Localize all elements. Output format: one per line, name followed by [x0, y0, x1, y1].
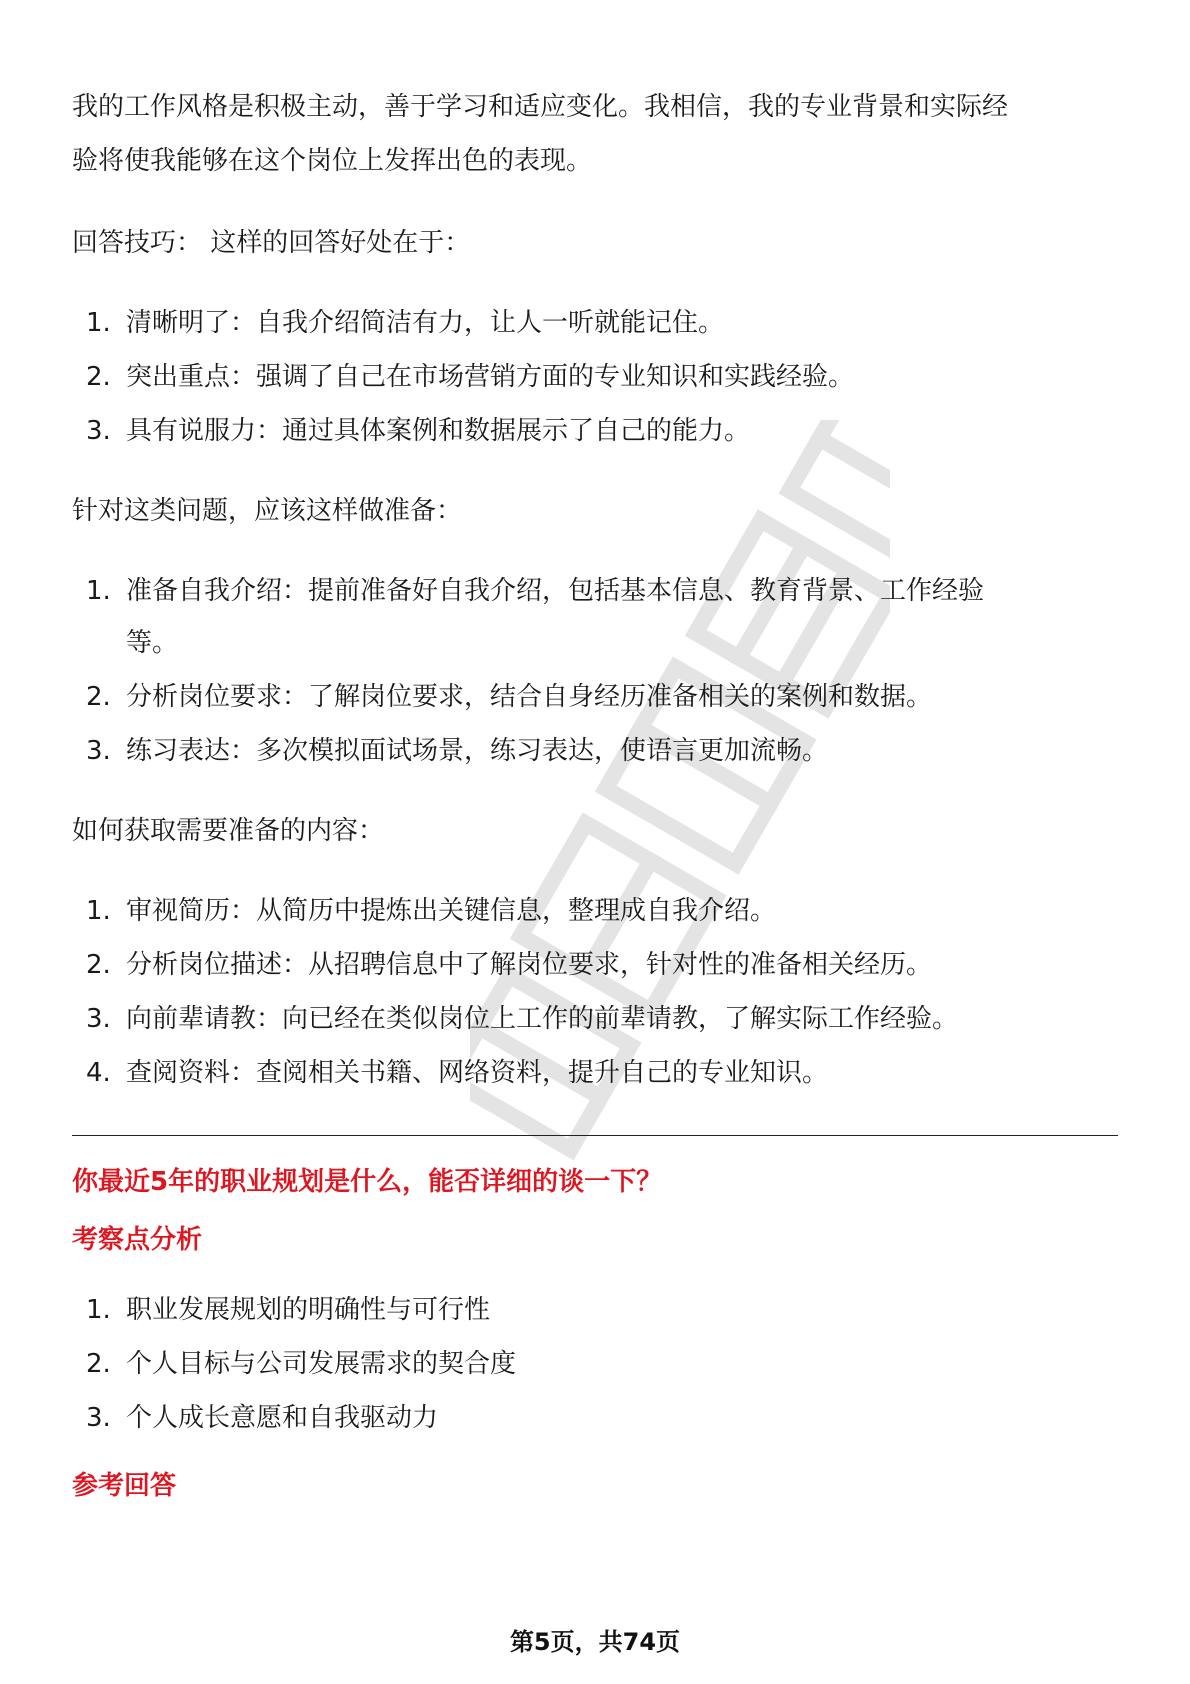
- answer-heading: 参考回答: [72, 1471, 177, 1501]
- question-title: 你最近5年的职业规划是什么，能否详细的谈一下？: [72, 1167, 663, 1197]
- list-number: 3.: [86, 416, 111, 446]
- list-text: 练习表达：多次模拟面试场景，练习表达，使语言更加流畅。: [126, 736, 829, 766]
- list-text: 查阅资料：查阅相关书籍、网络资料，提升自己的专业知识。: [126, 1058, 829, 1088]
- list-number: 3.: [86, 736, 111, 766]
- list-number: 4.: [86, 1058, 111, 1088]
- list-number: 2.: [86, 1349, 111, 1379]
- list-number: 1.: [86, 308, 111, 338]
- list-number: 2.: [86, 950, 111, 980]
- list-text: 准备自我介绍：提前准备好自我介绍，包括基本信息、教育背景、工作经验: [126, 576, 985, 606]
- intro-line-1: 我的工作风格是积极主动，善于学习和适应变化。我相信，我的专业背景和实际经: [72, 92, 1009, 122]
- list-text: 具有说服力：通过具体案例和数据展示了自己的能力。: [126, 416, 751, 446]
- list-number: 2.: [86, 682, 111, 712]
- list-text: 审视简历：从简历中提炼出关键信息，整理成自我介绍。: [126, 896, 777, 926]
- list-text: 个人目标与公司发展需求的契合度: [126, 1349, 517, 1379]
- list-number: 3.: [86, 1004, 111, 1034]
- list-text: 突出重点：强调了自己在市场营销方面的专业知识和实践经验。: [126, 362, 855, 392]
- page-number: 第5页，共74页: [509, 1628, 681, 1656]
- list-text: 分析岗位要求：了解岗位要求，结合自身经历准备相关的案例和数据。: [126, 682, 933, 712]
- list-number: 1.: [86, 896, 111, 926]
- source-heading: 如何获取需要准备的内容：: [72, 816, 385, 846]
- list-text: 职业发展规划的明确性与可行性: [126, 1295, 491, 1325]
- list-number: 2.: [86, 362, 111, 392]
- list-number: 1.: [86, 1295, 111, 1325]
- analysis-heading: 考察点分析: [72, 1225, 203, 1255]
- list-number: 3.: [86, 1403, 111, 1433]
- list-text: 等。: [126, 628, 179, 658]
- list-text: 个人成长意愿和自我驱动力: [126, 1403, 439, 1433]
- intro-line-2: 验将使我能够在这个岗位上发挥出色的表现。: [72, 146, 593, 176]
- list-text: 向前辈请教：向已经在类似岗位上工作的前辈请教，了解实际工作经验。: [126, 1004, 959, 1034]
- tips-heading: 回答技巧： 这样的回答好处在于：: [72, 228, 471, 258]
- list-text: 清晰明了：自我介绍简洁有力，让人一听就能记住。: [126, 308, 725, 338]
- section-divider: [72, 1135, 1118, 1136]
- prep-heading: 针对这类问题，应该这样做准备：: [72, 496, 463, 526]
- list-number: 1.: [86, 576, 111, 606]
- list-text: 分析岗位描述：从招聘信息中了解岗位要求，针对性的准备相关经历。: [126, 950, 933, 980]
